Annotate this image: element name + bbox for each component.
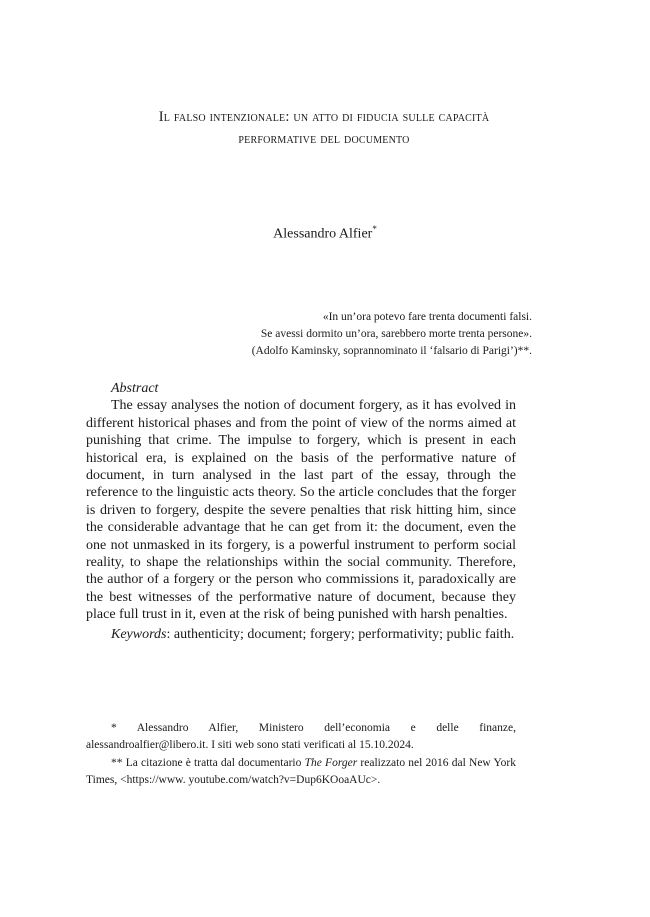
epigraph-line-3: (Adolfo Kaminsky, soprannominato il ‘falsario di Parigi’)**. [251, 345, 532, 357]
paper-title-line-2: performative del documento [238, 131, 410, 147]
keywords-line [86, 626, 516, 643]
epigraph [192, 309, 532, 360]
footnote-2-film-title: The Forger [304, 757, 358, 769]
footnote-2-text-start: ** La citazione è tratta dal documentario [111, 757, 305, 769]
author-line [0, 224, 650, 243]
abstract-text: The essay analyses the notion of document forgery, as it has evolved in different historical phases and from the point of view of the norms aimed at punishing that crime. The impulse to forgery, which is present in each historical era, is explained on the basis of the performative nature of document, in turn analysed in the last part of the essay, through the reference to the linguistic acts theory. So the article concludes that the forger is driven to forgery, despite the severe penalties that risk hitting him, since the considerable advantage that he can get from it: the document, even the one not unmasked in its forgery, is a powerful instrument to perform social reality, to shape the relationships within the social community. Therefore, the author of a forgery or the person who commissions it, paradoxically are the best witnesses of the performative nature of document, because they place full trust in it, even at the risk of being punished with harsh penalties. [86, 398, 516, 623]
abstract-section [86, 380, 516, 624]
author-footnote-mark: * [372, 224, 377, 234]
footnote-2 [86, 755, 516, 788]
keywords-text: : authenticity; document; forgery; performativity; public faith. [166, 627, 515, 642]
author-name: Alessandro Alfier [273, 226, 373, 242]
footnotes [86, 720, 516, 788]
abstract-heading: Abstract [111, 381, 159, 396]
footnote-1: * Alessandro Alfier, Ministero dell’economia e delle finanze, alessandroalfier@libero.it. I siti web sono stati verificati al 15.10.2024. [86, 722, 516, 751]
epigraph-line-2: Se avessi dormito un’ora, sarebbero morte trenta persone». [260, 328, 532, 340]
footnote-2-text-end: realizzato nel 2016 dal New York Times, <https://www. youtube.com/watch?v=Dup6KOoaAUc>. [86, 757, 516, 786]
paper-title [84, 106, 564, 150]
epigraph-line-1: «In un’ora potevo fare trenta documenti falsi. [322, 311, 532, 323]
paper-title-line-1: Il falso intenzionale: un atto di fiducia sulle capacità [158, 109, 490, 125]
keywords-label: Keywords [111, 627, 167, 642]
